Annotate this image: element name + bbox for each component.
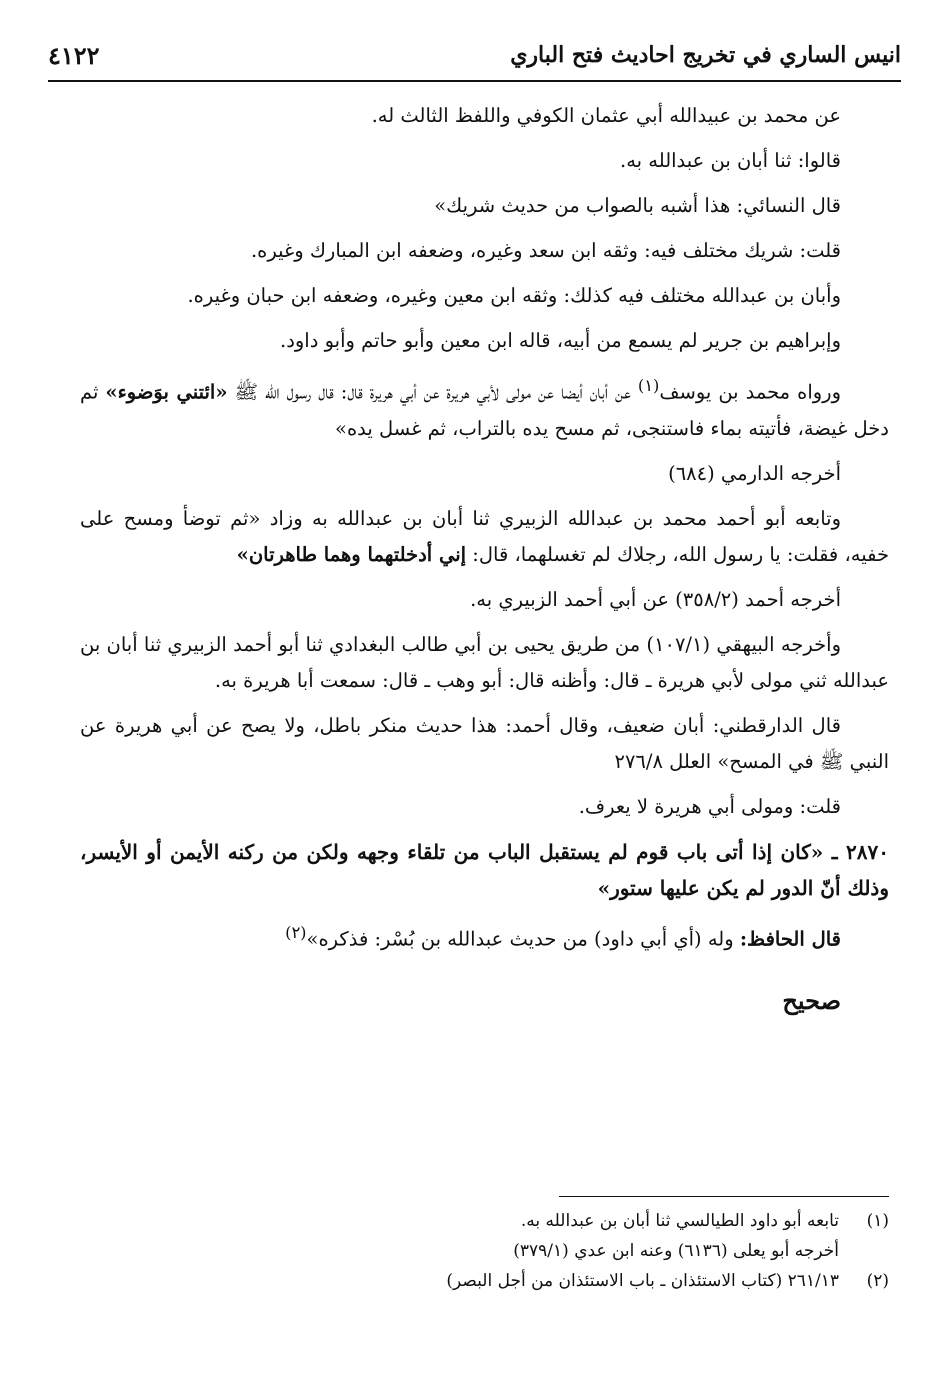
paragraph: عن محمد بن عبيدالله أبي عثمان الكوفي واللفظ الثالث له. [371,104,841,127]
hadith-entry [80,834,889,906]
paragraph: قلت: ومولى أبي هريرة لا يعرف. [578,794,841,818]
paragraph [80,501,889,573]
footnote-divider [559,1196,889,1197]
footnote-text: أخرجه أبو يعلى (٦١٣٦) وعنه ابن عدي (٣٧٩/١) [513,1241,839,1261]
footnote-text: تابعه أبو داود الطيالسي ثنا أبان بن عبدالله به. [520,1211,839,1231]
footnotes [80,1206,889,1296]
text-run: ثم دخل غيضة، فأتيته بماء فاستنجى، ثم مسح يده بالتراب، ثم غسل يده» [80,380,889,440]
text-run: عن أبان أيضا عن مولى لأبي هريرة عن أبي هريرة قال: قال رسول الله ﷺ [227,380,638,404]
footnote-ref-2[interactable]: (٢) [285,922,307,942]
hadith-text: «كان إذا أتى باب قوم لم يستقبل الباب من تلقاء وجهه ولكن من ركنه الأيمن أو الأيسر، وذلك أنّ الدور لم يكن عليها ستور» [80,839,889,900]
footnote-number: (٢) [866,1271,889,1291]
text-run: وتابعه أبو أحمد محمد بن عبدالله الزبيري ثنا أبان بن عبدالله به وزاد «ثم توضأ ومسح على خفيه، فقلت: يا رسول الله، رجلاك لم تغسلهما، قال: [80,506,889,566]
running-header [48,30,901,82]
footnote-number: (١) [866,1211,889,1231]
page-body [80,98,889,1019]
hafiz-label: قال الحافظ: [739,927,841,950]
footnote-ref-1[interactable]: (١) [637,376,660,395]
hadith-quote: «ائتني بوَضوء» [105,380,228,404]
paragraph [80,368,889,447]
grading-verdict: صحيح [782,986,841,1015]
footnote-1 [80,1206,889,1236]
paragraph: وأخرجه البيهقي (١٠٧/١) من طريق يحيى بن أبي طالب البغدادي ثنا أبو أحمد الزبيري ثنا أبان بن عبدالله ثني مولى لأبي هريرة ـ قال: وأظنه قال: أبو وهب ـ قال: سمعت أبا هريرة به. [80,632,889,692]
paragraph: قالوا: ثنا أبان بن عبدالله به. [620,149,841,172]
paragraph: وإبراهيم بن جرير لم يسمع من أبيه، قاله ابن معين وأبو حاتم وأبو داود. [280,329,841,352]
paragraph [80,915,889,958]
text-run: ورواه محمد بن يوسف [659,380,841,404]
paragraph: قلت: شريك مختلف فيه: وثقه ابن سعد وغيره، وضعفه ابن المبارك وغيره. [250,239,841,262]
paragraph: وأبان بن عبدالله مختلف فيه كذلك: وثقه ابن معين وغيره، وضعفه ابن حبان وغيره. [187,284,841,307]
page-number: ٤١٢٢ [48,40,100,70]
footnote-text: ٢٦١/١٣ (كتاب الاستئذان ـ باب الاستئذان من أجل البصر) [446,1271,839,1291]
paragraph: قال النسائي: هذا أشبه بالصواب من حديث شريك» [434,194,841,217]
paragraph: أخرجه أحمد (٣٥٨/٢) عن أبي أحمد الزبيري به. [470,587,841,611]
book-title: انيس الساري في تخريج احاديث فتح الباري [510,42,901,68]
footnote-2 [80,1266,889,1296]
footnote-1-continued [80,1236,889,1266]
hadith-quote: إني أدخلتهما وهما طاهرتان» [236,542,467,566]
hadith-number: ٢٨٧٠ ـ [831,839,889,864]
text-run: وله (أي أبي داود) من حديث عبدالله بن بُسْر: فذكره» [306,927,740,950]
paragraph: أخرجه الدارمي (٦٨٤) [668,461,841,485]
paragraph: قال الدارقطني: أبان ضعيف، وقال أحمد: هذا حديث منكر باطل، ولا يصح عن أبي هريرة عن النبي ﷺ في المسح» العلل ٢٧٦/٨ [80,713,889,773]
